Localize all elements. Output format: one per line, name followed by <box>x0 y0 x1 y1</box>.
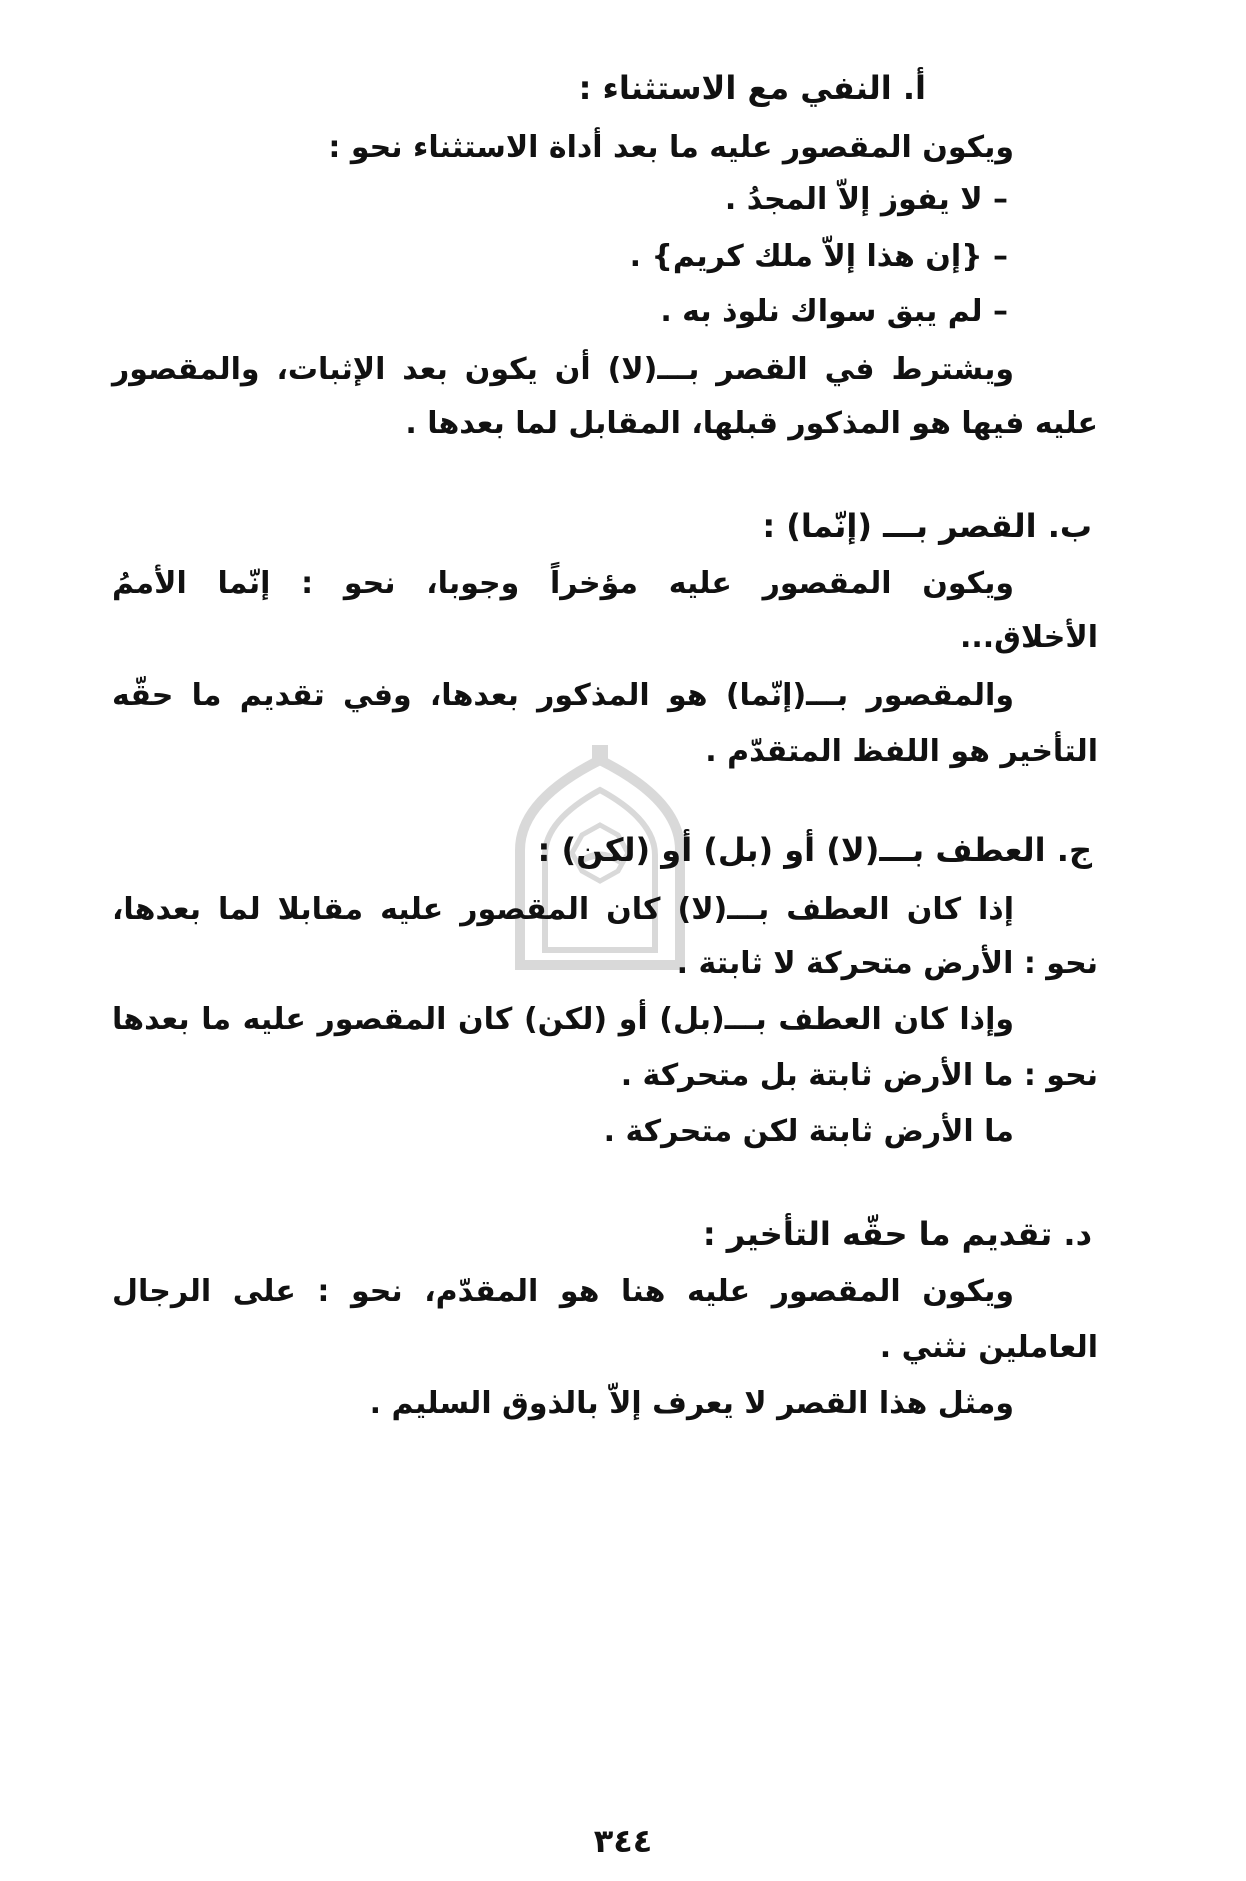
section-a-heading: أ. النفي مع الاستثناء : <box>578 69 926 107</box>
section-d-para1-line-1: ويكون المقصور عليه هنا هو المقدّم، نحو : على الرجال <box>112 1274 1014 1309</box>
section-c-para1-line-2: نحو : الأرض متحركة لا ثابتة . <box>676 946 1098 981</box>
section-b-heading: ب. القصر بـــ (إنّما) : <box>762 507 1092 545</box>
section-c-para2-line-1: وإذا كان العطف بـــ(بل) أو (لكن) كان المقصور عليه ما بعدها <box>112 1002 1014 1037</box>
section-b-para2-line-1: والمقصور بـــ(إنّما) هو المذكور بعدها، وفي تقديم ما حقّه <box>112 678 1014 713</box>
section-d-para1-line-2: العاملين نثني . <box>879 1330 1098 1365</box>
section-c-para2-line-2: نحو : ما الأرض ثابتة بل متحركة . <box>620 1058 1098 1093</box>
section-a-example-1: – لا يفوز إلاّ المجدُ . <box>724 182 1008 217</box>
section-c-para1-line-1: إذا كان العطف بـــ(لا) كان المقصور عليه مقابلا لما بعدها، <box>112 892 1014 927</box>
section-c-para2-line-3: ما الأرض ثابتة لكن متحركة . <box>603 1114 1014 1149</box>
section-a-condition-line-2: عليه فيها هو المذكور قبلها، المقابل لما بعدها . <box>405 406 1098 441</box>
section-b-para1-line-1: ويكون المقصور عليه مؤخراً وجوبا، نحو : إنّما الأممُ <box>112 566 1014 601</box>
section-c-heading: ج. العطف بـــ(لا) أو (بل) أو (لكن) : <box>537 831 1092 869</box>
section-b-para1-line-2: الأخلاق... <box>959 620 1098 655</box>
page-number: ٣٤٤ <box>593 1822 653 1860</box>
section-a-condition-line-1: ويشترط في القصر بـــ(لا) أن يكون بعد الإثبات، والمقصور <box>112 352 1014 387</box>
section-a-intro: ويكون المقصور عليه ما بعد أداة الاستثناء نحو : <box>328 130 1014 165</box>
section-a-example-3: – لم يبق سواك نلوذ به . <box>660 294 1008 329</box>
section-d-para2-line-1: ومثل هذا القصر لا يعرف إلاّ بالذوق السليم . <box>369 1386 1014 1421</box>
section-b-para2-line-2: التأخير هو اللفظ المتقدّم . <box>705 734 1098 769</box>
section-a-example-2: – {إن هذا إلاّ ملك كريم} . <box>629 239 1008 274</box>
section-d-heading: د. تقديم ما حقّه التأخير : <box>702 1215 1092 1253</box>
